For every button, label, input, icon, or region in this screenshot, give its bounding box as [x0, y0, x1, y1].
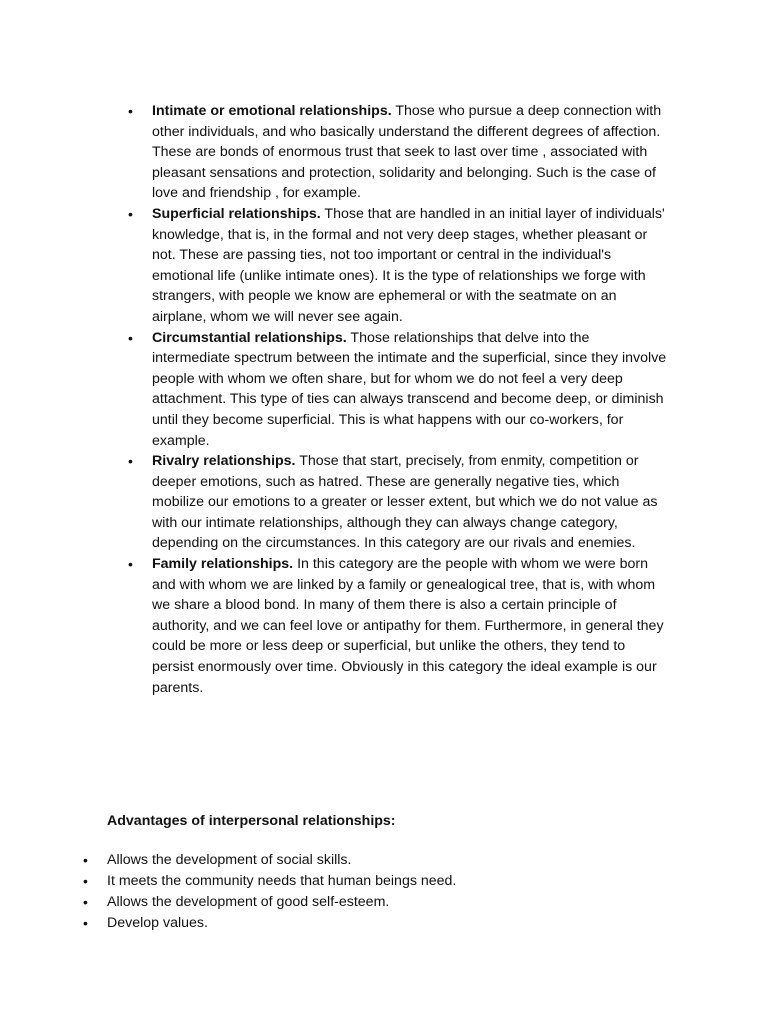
bullet-icon: • [83, 915, 88, 931]
item-text: Those that are handled in an initial layer of individuals' knowledge, that is, in the formal and not very deep stages, whether pleasant or not. These are passing ties, not too important or central in the individual's emotional life (unlike intimate ones). It is the type of relationships we forge with strangers, with people we know are ephemeral or with the seatmate on an airplane, whom we will never see again. [152, 205, 665, 325]
list-item [128, 451, 668, 554]
list-item [83, 913, 667, 934]
advantages-heading: Advantages of interpersonal relationships: [107, 813, 396, 829]
advantage-text: Develop values. [107, 915, 208, 931]
list-item [128, 554, 668, 698]
item-title: Rivalry relationships. [152, 453, 296, 470]
bullet-icon: • [128, 453, 133, 470]
list-item [83, 871, 667, 892]
item-text: Those that start, precisely, from enmity, competition or deeper emotions, such as hatred. These are generally negative ties, which mobilize our emotions to a greater or lesser extent, but which we do not value as with our intimate relationships, although they can always change category, depending on the circumstances. In this category are our rivals and enemies. [152, 453, 658, 552]
item-text: In this category are the people with whom we were born and with whom we are linked by a family or genealogical tree, that is, with whom we share a blood bond. In many of them there is also a certain principle of authority, and we can feel love or antipathy for them. Furthermore, in general they could be more or less deep or superficial, but unlike the others, they tend to persist enormously over time. Obviously in this category the ideal example is our parents. [152, 556, 664, 696]
item-text: Those who pursue a deep connection with other individuals, and who basically understand the different degrees of affection. These are bonds of enormous trust that seek to last over time , associated with pleasant sensations and protection, solidarity and belonging. Such is the case of love and friendship , for example. [152, 103, 662, 202]
list-item [83, 892, 667, 913]
list-item [83, 850, 667, 871]
bullet-icon: • [83, 873, 88, 889]
advantage-text: Allows the development of social skills. [107, 852, 352, 868]
item-title: Circumstantial relationships. [152, 329, 347, 346]
item-title: Intimate or emotional relationships. [152, 103, 392, 119]
list-item [128, 204, 668, 328]
bullet-icon: • [128, 329, 133, 346]
bullet-icon: • [83, 894, 88, 910]
bullet-icon: • [83, 852, 88, 868]
bullet-icon: • [128, 103, 133, 119]
bullet-icon: • [128, 205, 133, 222]
item-title: Family relationships. [152, 556, 294, 573]
advantage-text: It meets the community needs that human beings need. [107, 873, 457, 889]
item-title: Superficial relationships. [152, 205, 321, 222]
item-text: Those relationships that delve into the intermediate spectrum between the intimate and the superficial, since they involve people with whom we often share, but for whom we do not feel a very deep attachment. This type of ties can always transcend and become deep, or diminish until they become superficial. This is what happens with our co-workers, for example. [152, 329, 667, 449]
list-item [128, 101, 668, 204]
relationship-types-list [128, 101, 668, 698]
advantages-list [83, 850, 667, 934]
list-item [128, 328, 668, 452]
bullet-icon: • [128, 556, 133, 573]
advantage-text: Allows the development of good self-esteem. [107, 894, 390, 910]
